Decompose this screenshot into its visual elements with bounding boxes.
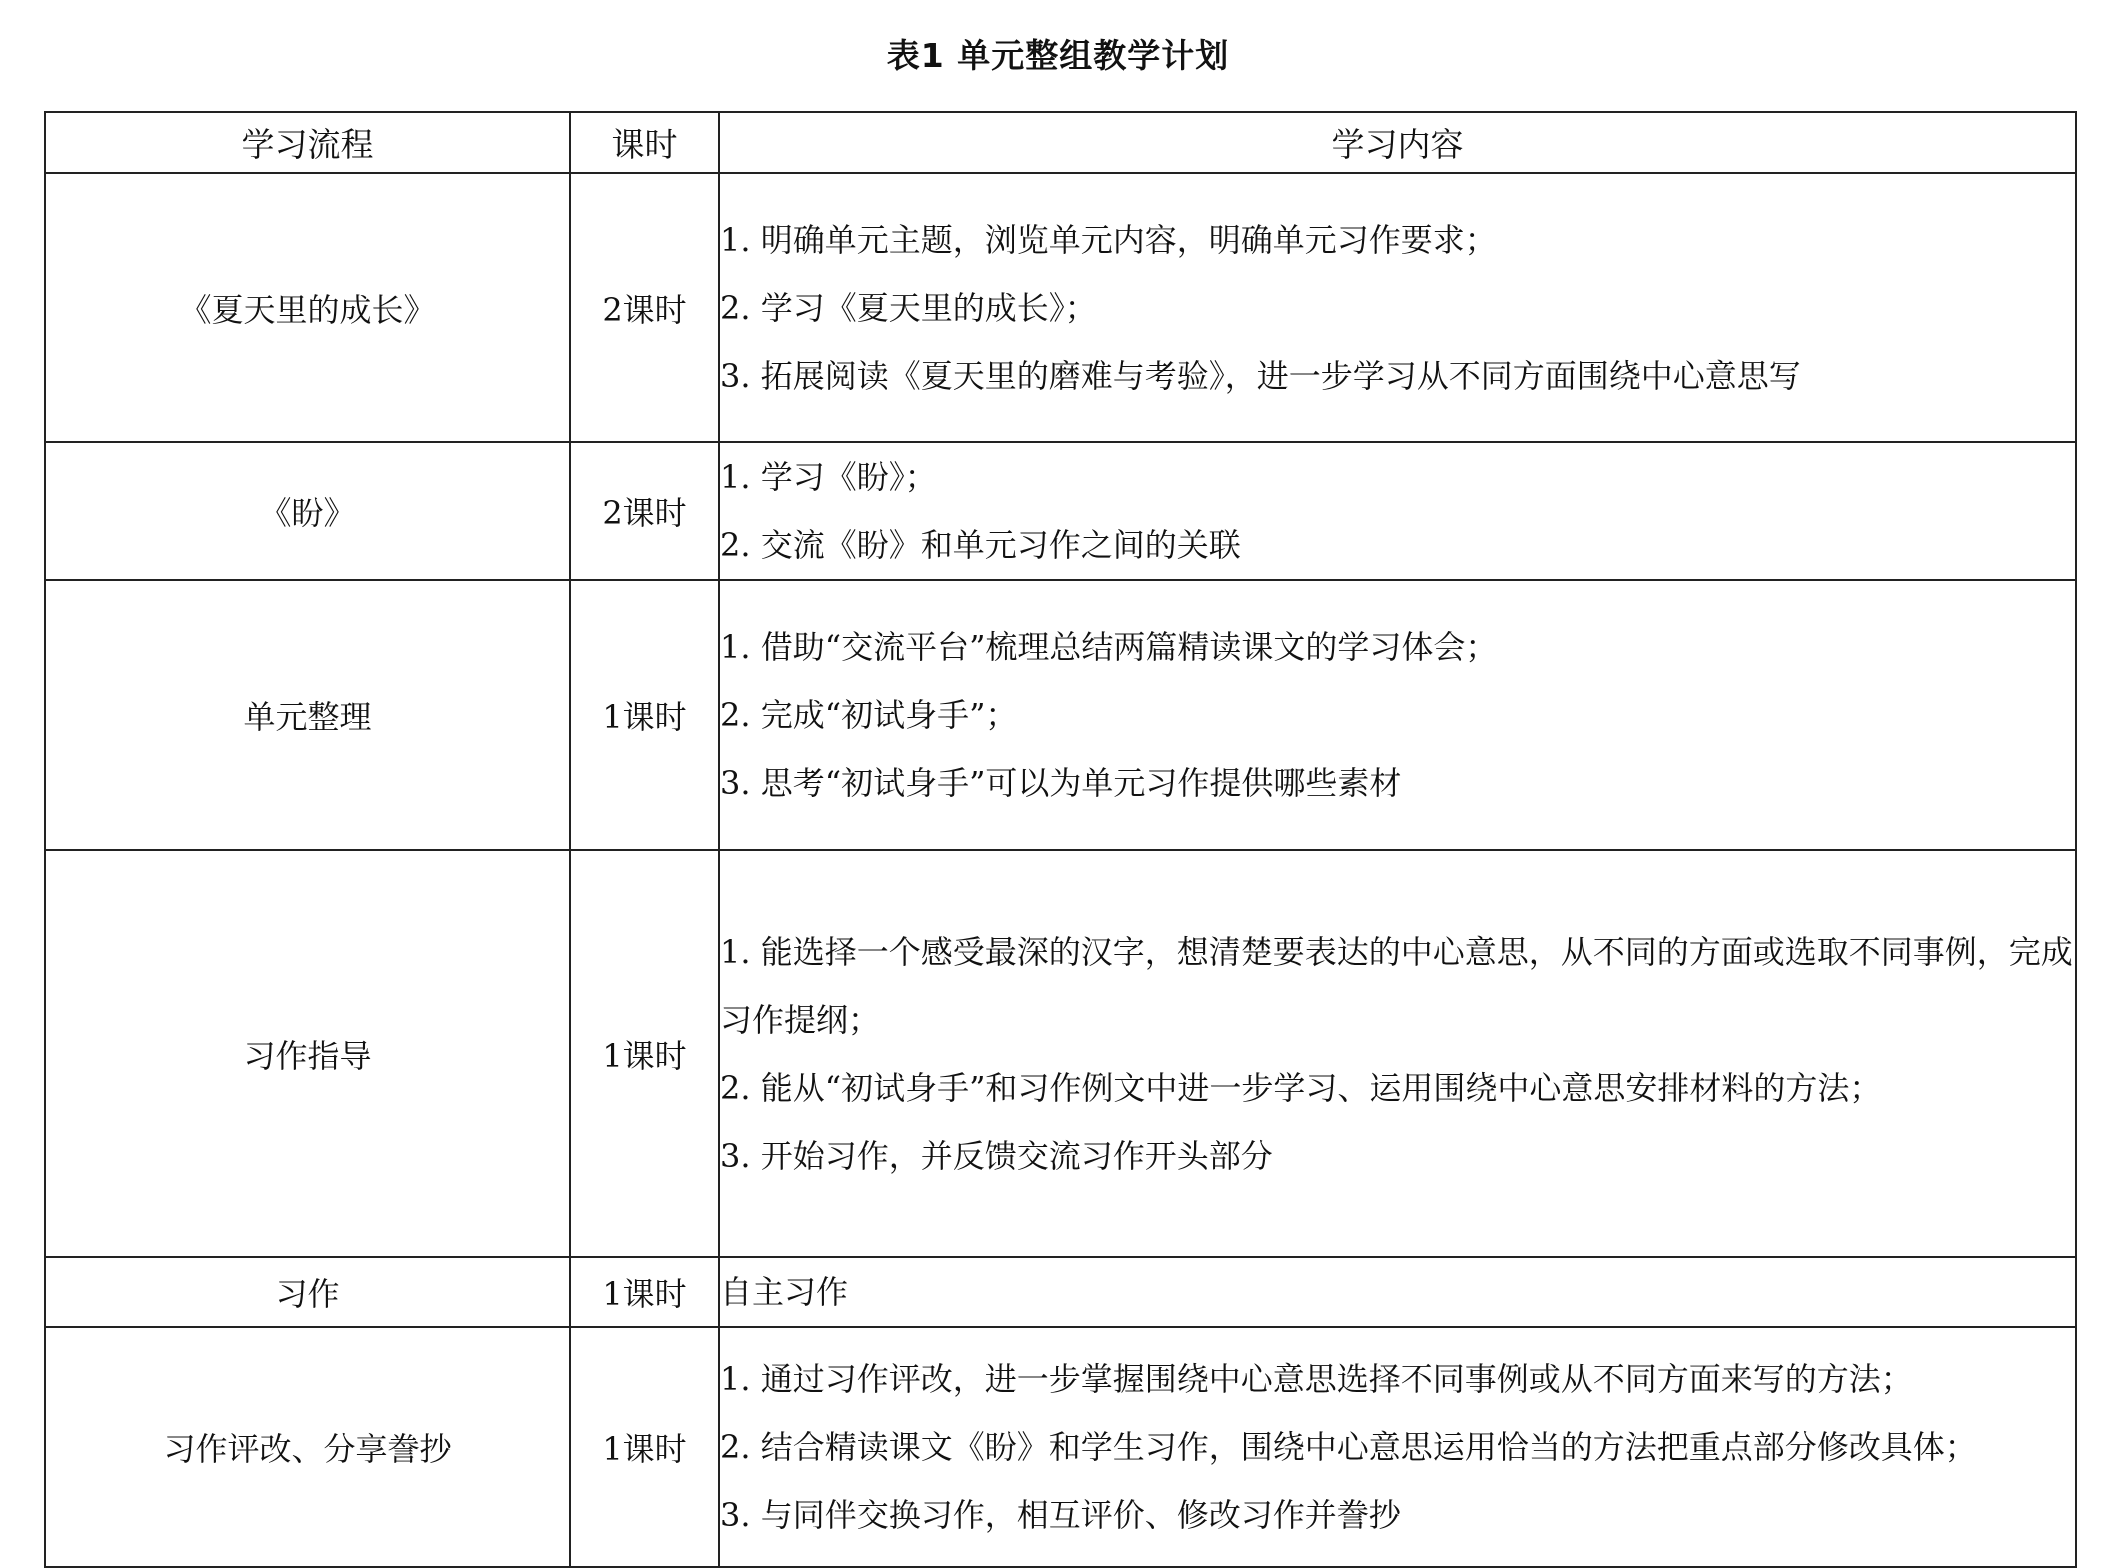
learning-flow-cell: 习作指导 <box>45 850 570 1257</box>
content-line: 3. 拓展阅读《夏天里的磨难与考验》，进一步学习从不同方面围绕中心意思写 <box>720 356 1801 395</box>
content-line: 2. 完成“初试身手”； <box>720 696 1018 734</box>
table-header-row <box>45 112 2076 173</box>
class-hours-cell: 2课时 <box>570 173 719 442</box>
learning-flow-cell: 《夏天里的成长》 <box>45 173 570 442</box>
class-hours-cell: 2课时 <box>570 442 719 580</box>
learning-flow-cell: 习作评改、分享誊抄 <box>45 1327 570 1567</box>
content-line: 自主习作 <box>720 1273 849 1311</box>
content-line: 1. 通过习作评改，进一步掌握围绕中心意思选择不同事例或从不同方面来写的方法； <box>720 1360 1913 1398</box>
table-row <box>45 1327 2076 1567</box>
learning-content-cell <box>719 1327 2076 1567</box>
table-row <box>45 442 2076 580</box>
content-line: 3. 开始习作，并反馈交流习作开头部分 <box>720 1136 1273 1175</box>
learning-flow-cell: 《盼》 <box>45 442 570 580</box>
teaching-plan-table <box>44 111 2077 1568</box>
header-class-hours: 课时 <box>570 112 719 173</box>
class-hours-cell: 1课时 <box>570 1327 719 1567</box>
header-learning-content: 学习内容 <box>719 112 2076 173</box>
table-row <box>45 580 2076 850</box>
content-line: 1. 能选择一个感受最深的汉字，想清楚要表达的中心意思，从不同的方面或选取不同事例，完成习作提纲； <box>720 932 2073 1039</box>
content-line: 3. 思考“初试身手”可以为单元习作提供哪些素材 <box>720 764 1402 802</box>
content-line: 2. 学习《夏天里的成长》； <box>720 288 1097 327</box>
learning-content-cell <box>719 580 2076 850</box>
table-row <box>45 850 2076 1257</box>
header-learning-flow: 学习流程 <box>45 112 570 173</box>
table-caption: 表1 单元整组教学计划 <box>886 36 1230 75</box>
content-line: 1. 借助“交流平台”梳理总结两篇精读课文的学习体会； <box>720 628 1498 666</box>
learning-flow-cell: 习作 <box>45 1257 570 1327</box>
table-row <box>45 173 2076 442</box>
class-hours-cell: 1课时 <box>570 1257 719 1327</box>
content-line: 2. 交流《盼》和单元习作之间的关联 <box>720 526 1241 564</box>
content-line: 2. 结合精读课文《盼》和学生习作，围绕中心意思运用恰当的方法把重点部分修改具体； <box>720 1428 1977 1466</box>
content-line: 1. 学习《盼》； <box>720 458 937 496</box>
content-line: 2. 能从“初试身手”和习作例文中进一步学习、运用围绕中心意思安排材料的方法； <box>720 1068 1882 1107</box>
learning-content-cell <box>719 1257 2076 1327</box>
content-line: 1. 明确单元主题，浏览单元内容，明确单元习作要求； <box>720 220 1497 259</box>
content-line: 3. 与同伴交换习作，相互评价、修改习作并誊抄 <box>720 1496 1401 1534</box>
learning-flow-cell: 单元整理 <box>45 580 570 850</box>
class-hours-cell: 1课时 <box>570 580 719 850</box>
learning-content-cell <box>719 442 2076 580</box>
learning-content-cell <box>719 850 2076 1257</box>
table-row <box>45 1257 2076 1327</box>
class-hours-cell: 1课时 <box>570 850 719 1257</box>
learning-content-cell <box>719 173 2076 442</box>
